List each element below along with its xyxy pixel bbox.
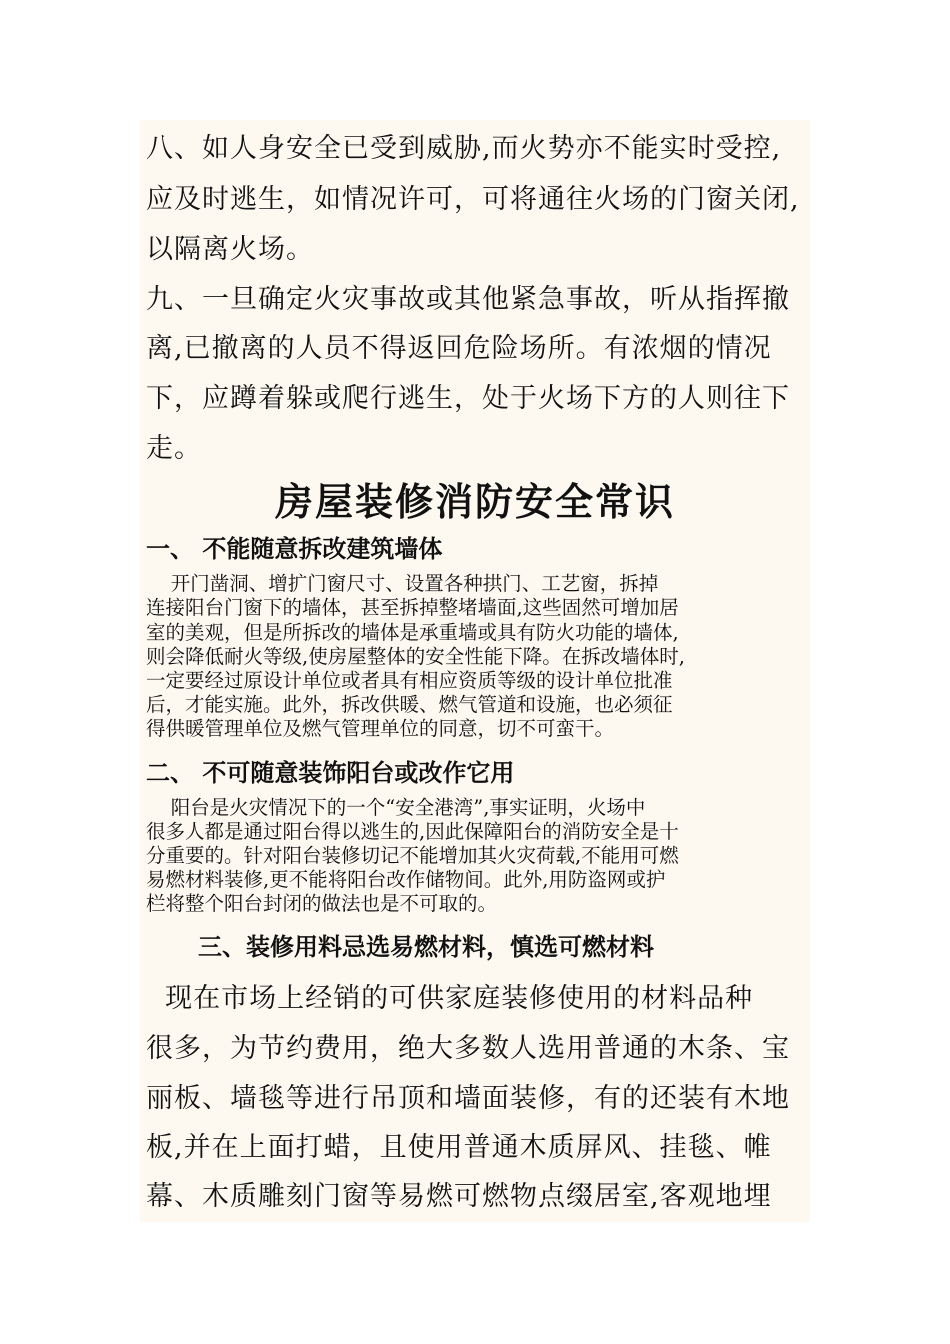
paragraph-line: 阳台是火灾情况下的一个“安全港湾”,事实证明，火场中 — [146, 796, 646, 819]
paragraph-line: 易燃材料装修,更不能将阳台改作储物间。此外,用防盗网或护 — [146, 868, 666, 891]
paragraph-line: 丽板、墙毯等进行吊顶和墙面装修，有的还装有木地 — [146, 1083, 790, 1114]
paragraph-line: 室的美观，但是所拆改的墙体是承重墙或具有防火功能的墙体, — [146, 621, 679, 644]
paragraph-line: 走。 — [146, 433, 202, 464]
paragraph-line: 以隔离火场。 — [146, 234, 314, 265]
section-heading: 二、 不可随意装饰阳台或改作它用 — [146, 758, 515, 787]
paragraph-line: 幕、木质雕刻门窗等易燃可燃物点缀居室,客观地埋 — [146, 1181, 772, 1212]
section-heading: 一、 不能随意拆改建筑墙体 — [146, 534, 443, 563]
paragraph-line: 板,并在上面打蜡，且使用普通木质屏风、挂毯、帷 — [146, 1132, 772, 1163]
paragraph-line: 后，才能实施。此外，拆改供暖、燃气管道和设施，也必须征 — [146, 693, 673, 716]
paragraph-line: 很多人都是通过阳台得以逃生的,因此保障阳台的消防安全是十 — [146, 820, 679, 843]
paragraph-line: 连接阳台门窗下的墙体，甚至拆掉整堵墙面,这些固然可增加居 — [146, 596, 679, 619]
paragraph-line: 应及时逃生，如情况许可，可将通往火场的门窗关闭, — [146, 184, 800, 215]
paragraph-line: 八、如人身安全已受到威胁,而火势亦不能实时受控, — [146, 133, 782, 164]
paragraph-line: 分重要的。针对阳台装修切记不能增加其火灾荷载,不能用可燃 — [146, 844, 679, 867]
paragraph-line: 很多，为节约费用，绝大多数人选用普通的木条、宝 — [146, 1033, 790, 1064]
paragraph-line: 栏将整个阳台封闭的做法也是不可取的。 — [146, 892, 498, 915]
paragraph-line: 下，应蹲着躲或爬行逃生，处于火场下方的人则往下 — [146, 383, 790, 414]
paragraph-line: 离,已撤离的人员不得返回危险场所。有浓烟的情况 — [146, 333, 772, 364]
paragraph-line: 一定要经过原设计单位或者具有相应资质等级的设计单位批准 — [146, 669, 673, 692]
paragraph-line: 得供暖管理单位及燃气管理单位的同意，切不可蛮干。 — [146, 717, 615, 740]
paragraph-line: 开门凿洞、增扩门窗尺寸、设置各种拱门、工艺窗，拆掉 — [146, 572, 659, 595]
section-heading: 三、装修用料忌选易燃材料，慎选可燃材料 — [198, 932, 654, 961]
paragraph-line: 则会降低耐火等级,使房屋整体的安全性能下降。在拆改墙体时, — [146, 645, 685, 668]
paragraph-line: 九、一旦确定火灾事故或其他紧急事故，听从指挥撤 — [146, 284, 790, 315]
document-content — [140, 120, 810, 1222]
paragraph-line: 现在市场上经销的可供家庭装修使用的材料品种 — [146, 983, 754, 1014]
page-title: 房屋装修消防安全常识 — [274, 479, 675, 524]
